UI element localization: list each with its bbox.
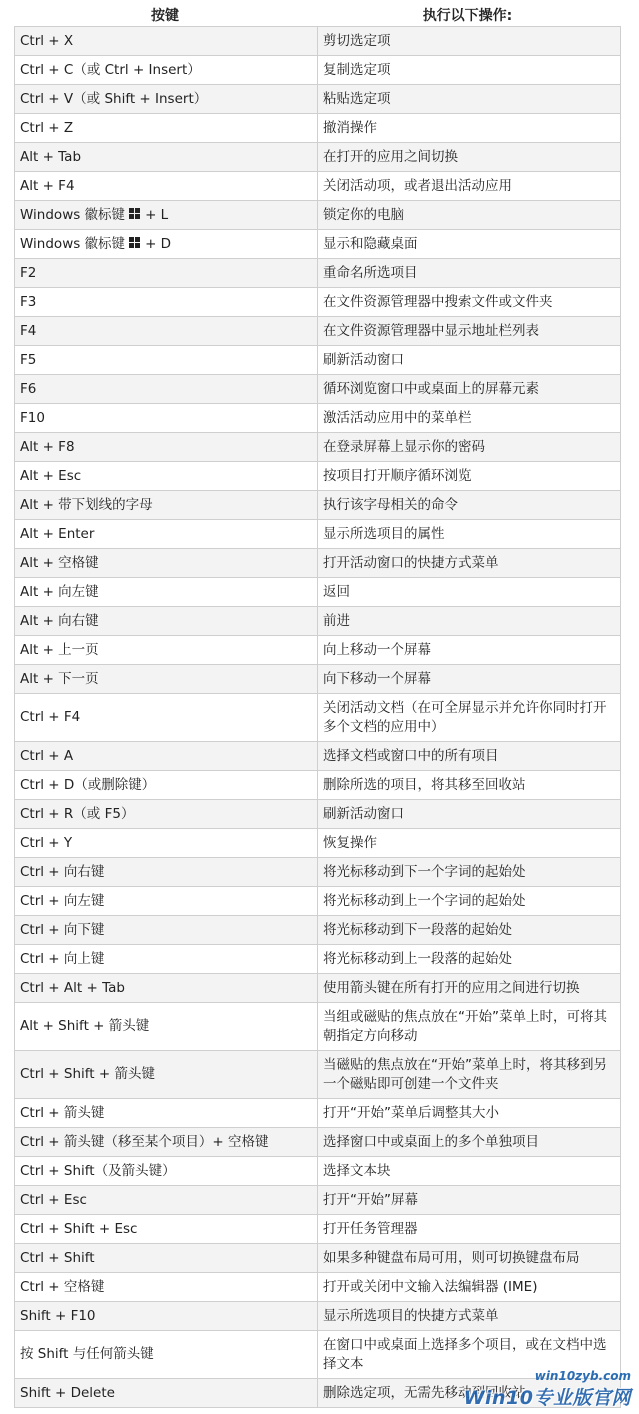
action-cell: 在登录屏幕上显示你的密码 (318, 433, 621, 462)
key-cell (15, 230, 318, 259)
action-cell: 执行该字母相关的命令 (318, 491, 621, 520)
key-cell: Alt + 空格键 (15, 549, 318, 578)
key-cell: Shift + F10 (15, 1302, 318, 1331)
table-row (15, 887, 621, 916)
action-cell: 使用箭头键在所有打开的应用之间进行切换 (318, 974, 621, 1003)
action-cell: 打开“开始”菜单后调整其大小 (318, 1099, 621, 1128)
table-row (15, 143, 621, 172)
table-row (15, 259, 621, 288)
key-cell: Ctrl + 箭头键 (15, 1099, 318, 1128)
action-cell: 循环浏览窗口中或桌面上的屏幕元素 (318, 375, 621, 404)
table-row (15, 974, 621, 1003)
table-row (15, 230, 621, 259)
table-row (15, 1051, 621, 1099)
table-row (15, 85, 621, 114)
action-cell: 如果多种键盘布局可用，则可切换键盘布局 (318, 1244, 621, 1273)
action-column-header: 执行以下操作: (422, 7, 513, 24)
action-cell: 打开“开始”屏幕 (318, 1186, 621, 1215)
action-cell: 删除选定项，无需先移动到回收站 (318, 1379, 621, 1408)
action-cell: 选择文本块 (318, 1157, 621, 1186)
key-cell: Ctrl + A (15, 742, 318, 771)
key-cell: Ctrl + 向左键 (15, 887, 318, 916)
key-cell: Ctrl + Shift + Esc (15, 1215, 318, 1244)
key-cell: Ctrl + Shift + 箭头键 (15, 1051, 318, 1099)
key-column-header: 按键 (151, 7, 179, 24)
key-cell: Ctrl + F4 (15, 694, 318, 742)
action-cell: 重命名所选项目 (318, 259, 621, 288)
key-cell: Alt + Esc (15, 462, 318, 491)
table-row (15, 433, 621, 462)
table-row (15, 1099, 621, 1128)
key-cell: Alt + F8 (15, 433, 318, 462)
key-cell: Ctrl + Alt + Tab (15, 974, 318, 1003)
table-row (15, 404, 621, 433)
action-cell: 将光标移动到上一段落的起始处 (318, 945, 621, 974)
table-row (15, 742, 621, 771)
key-cell: Ctrl + V（或 Shift + Insert） (15, 85, 318, 114)
action-cell: 刷新活动窗口 (318, 800, 621, 829)
key-cell: Alt + 向左键 (15, 578, 318, 607)
key-cell: Alt + Enter (15, 520, 318, 549)
table-row (15, 114, 621, 143)
key-cell: Ctrl + 空格键 (15, 1273, 318, 1302)
key-cell: Ctrl + 向下键 (15, 916, 318, 945)
action-cell: 返回 (318, 578, 621, 607)
table-row (15, 462, 621, 491)
action-cell: 将光标移动到下一个字词的起始处 (318, 858, 621, 887)
action-cell: 粘贴选定项 (318, 85, 621, 114)
key-cell: Ctrl + Z (15, 114, 318, 143)
table-row (15, 201, 621, 230)
table-row (15, 578, 621, 607)
action-cell: 选择窗口中或桌面上的多个单独项目 (318, 1128, 621, 1157)
action-cell: 在文件资源管理器中显示地址栏列表 (318, 317, 621, 346)
table-header (14, 0, 619, 29)
table-row (15, 1273, 621, 1302)
key-cell: Alt + 下一页 (15, 665, 318, 694)
action-cell: 撤消操作 (318, 114, 621, 143)
key-cell: Alt + Tab (15, 143, 318, 172)
action-cell: 按项目打开顺序循环浏览 (318, 462, 621, 491)
action-cell: 当组或磁贴的焦点放在“开始”菜单上时，可将其朝指定方向移动 (318, 1003, 621, 1051)
key-cell: Ctrl + 向上键 (15, 945, 318, 974)
action-cell: 打开任务管理器 (318, 1215, 621, 1244)
action-cell: 显示和隐藏桌面 (318, 230, 621, 259)
action-cell: 向上移动一个屏幕 (318, 636, 621, 665)
table-row (15, 829, 621, 858)
table-row (15, 694, 621, 742)
table-row (15, 172, 621, 201)
action-cell: 在窗口中或桌面上选择多个项目，或在文档中选择文本 (318, 1331, 621, 1379)
table-row (15, 520, 621, 549)
action-cell: 刷新活动窗口 (318, 346, 621, 375)
action-cell: 关闭活动项，或者退出活动应用 (318, 172, 621, 201)
table-row (15, 636, 621, 665)
action-cell: 向下移动一个屏幕 (318, 665, 621, 694)
watermark-url: win10zyb.com (534, 1369, 631, 1383)
action-cell: 恢复操作 (318, 829, 621, 858)
key-cell: F4 (15, 317, 318, 346)
table-row (15, 56, 621, 85)
action-cell: 将光标移动到上一个字词的起始处 (318, 887, 621, 916)
key-cell: Alt + 带下划线的字母 (15, 491, 318, 520)
key-cell: Alt + 上一页 (15, 636, 318, 665)
table-row (15, 491, 621, 520)
table-row (15, 1128, 621, 1157)
action-cell: 显示所选项目的属性 (318, 520, 621, 549)
key-cell: Ctrl + 箭头键（移至某个项目）+ 空格键 (15, 1128, 318, 1157)
key-cell: Ctrl + R（或 F5） (15, 800, 318, 829)
table-row (15, 665, 621, 694)
table-row (15, 317, 621, 346)
action-cell: 在打开的应用之间切换 (318, 143, 621, 172)
table-row (15, 1302, 621, 1331)
key-cell: Alt + Shift + 箭头键 (15, 1003, 318, 1051)
action-cell: 当磁贴的焦点放在“开始”菜单上时，将其移到另一个磁贴即可创建一个文件夹 (318, 1051, 621, 1099)
key-text-suffix: + D (145, 235, 172, 252)
action-cell: 激活活动应用中的菜单栏 (318, 404, 621, 433)
table-row (15, 1215, 621, 1244)
action-cell: 剪切选定项 (318, 27, 621, 56)
key-cell: 按 Shift 与任何箭头键 (15, 1331, 318, 1379)
key-text-suffix: + L (145, 206, 169, 223)
key-cell: Ctrl + Esc (15, 1186, 318, 1215)
action-cell: 在文件资源管理器中搜索文件或文件夹 (318, 288, 621, 317)
table-row (15, 1244, 621, 1273)
key-text: Windows 徽标键 (20, 206, 126, 223)
table-row (15, 27, 621, 56)
key-cell: Alt + 向右键 (15, 607, 318, 636)
shortcut-table (14, 26, 621, 1408)
key-cell (15, 201, 318, 230)
table-row (15, 771, 621, 800)
watermark-name: Win10专业版官网 (463, 1387, 631, 1409)
table-row (15, 288, 621, 317)
key-cell: F5 (15, 346, 318, 375)
table-row (15, 800, 621, 829)
key-cell: Ctrl + 向右键 (15, 858, 318, 887)
key-text: Windows 徽标键 (20, 235, 126, 252)
action-cell: 关闭活动文档（在可全屏显示并允许你同时打开多个文档的应用中） (318, 694, 621, 742)
windows-logo-icon (129, 208, 141, 220)
table-row (15, 858, 621, 887)
table-row (15, 1186, 621, 1215)
key-cell: Ctrl + Shift（及箭头键） (15, 1157, 318, 1186)
key-cell: F2 (15, 259, 318, 288)
key-cell: F10 (15, 404, 318, 433)
table-row (15, 549, 621, 578)
table-row (15, 1157, 621, 1186)
key-cell: Ctrl + C（或 Ctrl + Insert） (15, 56, 318, 85)
key-cell: Ctrl + Shift (15, 1244, 318, 1273)
key-cell: Ctrl + Y (15, 829, 318, 858)
table-row (15, 916, 621, 945)
table-row (15, 346, 621, 375)
shortcut-table-body (15, 27, 621, 1408)
key-cell: F6 (15, 375, 318, 404)
windows-logo-icon (129, 237, 141, 249)
action-cell: 复制选定项 (318, 56, 621, 85)
key-cell: Shift + Delete (15, 1379, 318, 1408)
action-cell: 打开或关闭中文输入法编辑器 (IME) (318, 1273, 621, 1302)
action-cell: 显示所选项目的快捷方式菜单 (318, 1302, 621, 1331)
action-cell: 删除所选的项目，将其移至回收站 (318, 771, 621, 800)
table-row (15, 375, 621, 404)
table-row (15, 945, 621, 974)
key-cell: Alt + F4 (15, 172, 318, 201)
action-cell: 打开活动窗口的快捷方式菜单 (318, 549, 621, 578)
key-cell: Ctrl + D（或删除键） (15, 771, 318, 800)
table-row (15, 1003, 621, 1051)
key-cell: F3 (15, 288, 318, 317)
action-cell: 前进 (318, 607, 621, 636)
table-row (15, 607, 621, 636)
watermark (464, 1369, 631, 1410)
action-cell: 选择文档或窗口中的所有项目 (318, 742, 621, 771)
action-cell: 将光标移动到下一段落的起始处 (318, 916, 621, 945)
action-cell: 锁定你的电脑 (318, 201, 621, 230)
key-cell: Ctrl + X (15, 27, 318, 56)
